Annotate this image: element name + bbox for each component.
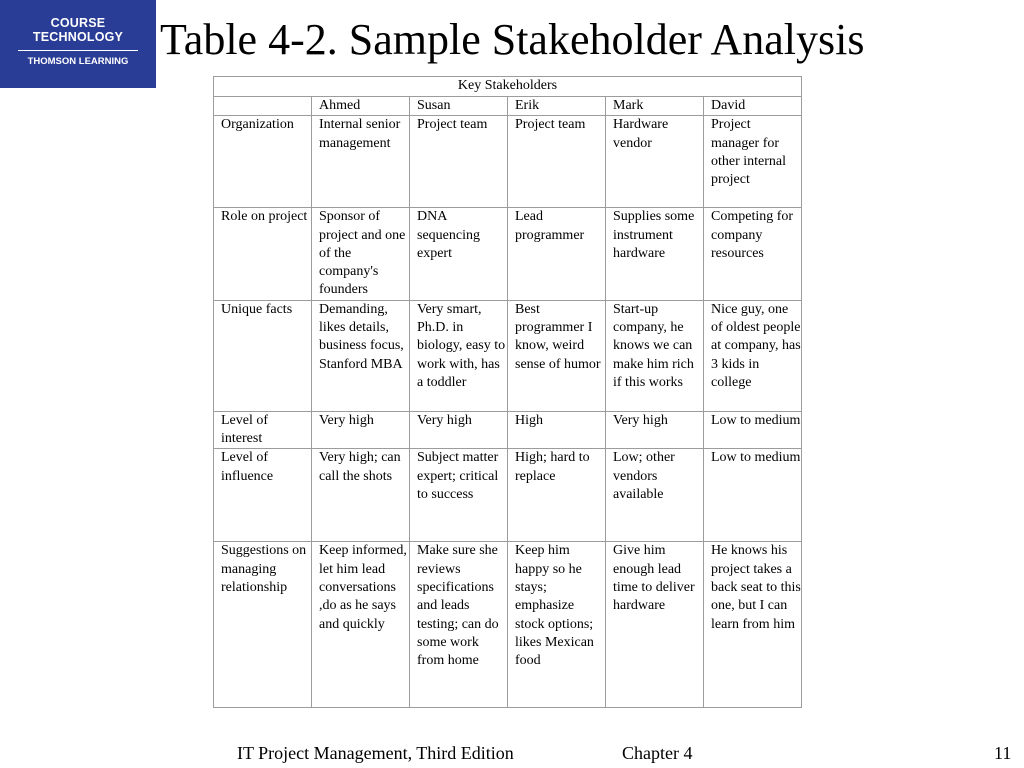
logo-line-2: TECHNOLOGY [32, 30, 124, 44]
table-row [214, 542, 802, 708]
table-row [214, 449, 802, 542]
row-label: Organization [214, 116, 312, 208]
group-header-cell: Key Stakeholders [214, 77, 802, 97]
table-cell: Make sure she reviews specifications and leads testing; can do some work from home [410, 542, 508, 708]
table-cell: Give him enough lead time to deliver hardware [606, 542, 704, 708]
table-cell: Keep informed, let him lead conversations ,do as he says and quickly [312, 542, 410, 708]
table-cell: Demanding, likes details, business focus, Stanford MBA [312, 300, 410, 411]
table-cell: Best programmer I know, weird sense of humor [508, 300, 606, 411]
table-cell: Very high [410, 411, 508, 449]
footer-page-number: 11 [994, 743, 1012, 763]
table-row [214, 208, 802, 300]
row-label: Level of influence [214, 449, 312, 542]
table-cell: Project team [410, 116, 508, 208]
table-cell: Sponsor of project and one of the company's founders [312, 208, 410, 300]
table-cell: Very high [312, 411, 410, 449]
table-cell: Supplies some instrument hardware [606, 208, 704, 300]
stakeholder-table [213, 76, 802, 708]
table-cell: Low to medium [704, 449, 802, 542]
header-cell-mark: Mark [606, 97, 704, 116]
slide-title: Table 4-2. Sample Stakeholder Analysis [160, 15, 865, 64]
logo-divider [18, 50, 138, 51]
table-row [214, 116, 802, 208]
table-cell: Hardware vendor [606, 116, 704, 208]
table-cell: Competing for company resources [704, 208, 802, 300]
table-group-header-row [214, 77, 802, 97]
footer-book-title: IT Project Management, Third Edition [237, 743, 514, 763]
row-label: Role on project [214, 208, 312, 300]
table-cell: Very high; can call the shots [312, 449, 410, 542]
footer-chapter: Chapter 4 [622, 743, 693, 763]
table-row [214, 411, 802, 449]
table-cell: Low; other vendors available [606, 449, 704, 542]
header-cell-david: David [704, 97, 802, 116]
row-label: Unique facts [214, 300, 312, 411]
row-label: Level of interest [214, 411, 312, 449]
table-cell: He knows his project takes a back seat to this one, but I can learn from him [704, 542, 802, 708]
table-cell: Very high [606, 411, 704, 449]
table-cell: Low to medium [704, 411, 802, 449]
header-cell-erik: Erik [508, 97, 606, 116]
table-cell: High; hard to replace [508, 449, 606, 542]
table-cell: High [508, 411, 606, 449]
table-row [214, 300, 802, 411]
table-cell: Project manager for other internal project [704, 116, 802, 208]
header-cell-corner [214, 97, 312, 116]
table-cell: Subject matter expert; critical to success [410, 449, 508, 542]
table-header-row [214, 97, 802, 116]
table-cell: DNA sequencing expert [410, 208, 508, 300]
table-cell: Keep him happy so he stays; emphasize stock options; likes Mexican food [508, 542, 606, 708]
table-cell: Internal senior management [312, 116, 410, 208]
logo-line-3: THOMSON LEARNING [27, 56, 129, 67]
row-label: Suggestions on managing relationship [214, 542, 312, 708]
table-cell: Very smart, Ph.D. in biology, easy to work with, has a toddler [410, 300, 508, 411]
logo-line-1: COURSE [50, 16, 106, 30]
table-cell: Lead programmer [508, 208, 606, 300]
table-cell: Nice guy, one of oldest people at company, has 3 kids in college [704, 300, 802, 411]
header-cell-ahmed: Ahmed [312, 97, 410, 116]
table-cell: Project team [508, 116, 606, 208]
header-cell-susan: Susan [410, 97, 508, 116]
publisher-logo [0, 0, 156, 88]
table-cell: Start-up company, he knows we can make him rich if this works [606, 300, 704, 411]
